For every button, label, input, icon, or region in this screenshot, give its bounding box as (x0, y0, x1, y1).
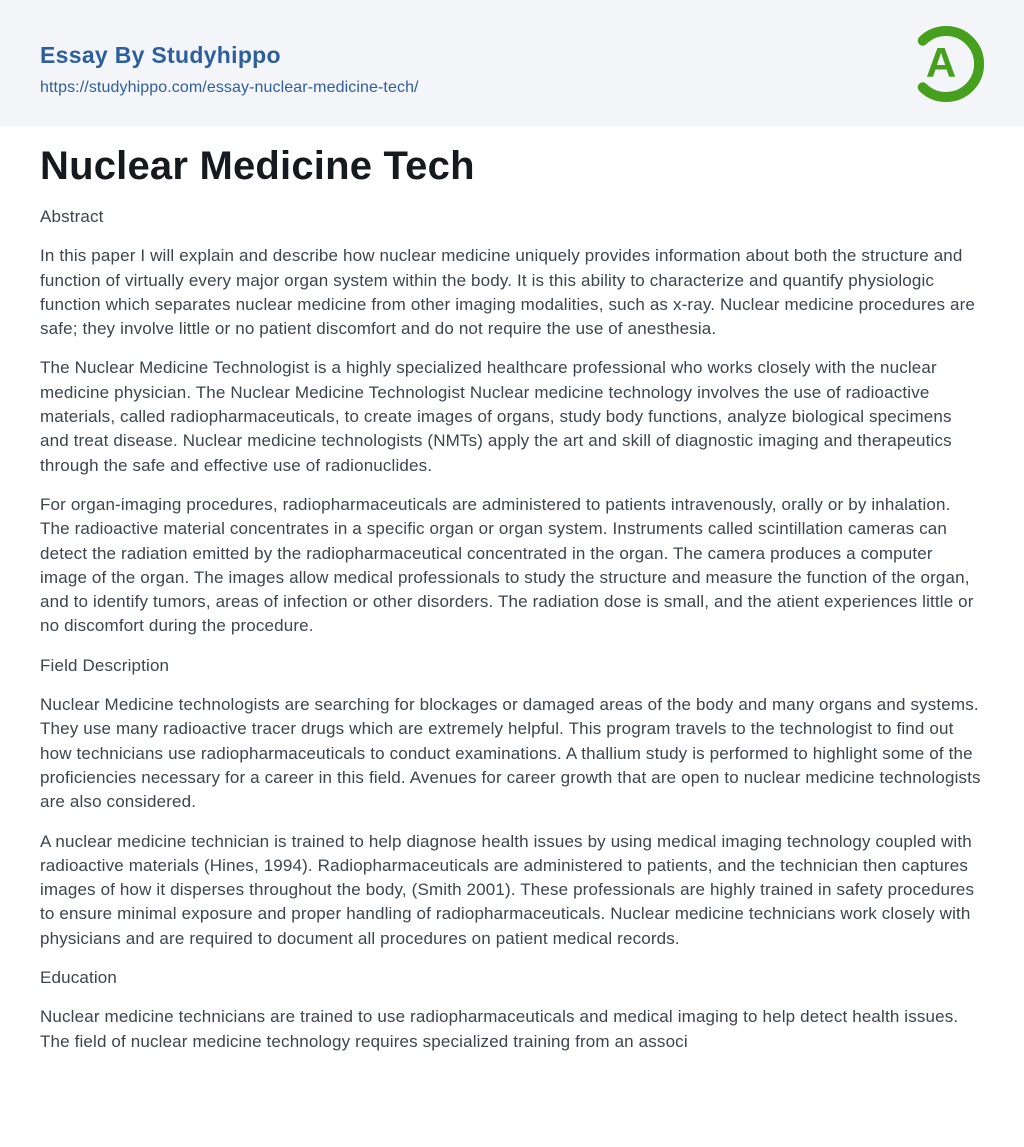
paragraph: The Nuclear Medicine Technologist is a highly specialized healthcare professional who works closely with the nuclear medicine physician. The Nuclear Medicine Technologist Nuclear medicine technology involves the use of radioactive materials, called radiopharmaceuticals, to create images of organs, study body functions, analyze biological specimens and treat disease. Nuclear medicine technologists (NMTs) apply the art and skill of diagnostic imaging and therapeutics through the safe and effective use of radionuclides. (40, 358, 952, 475)
essay-url-link[interactable]: https://studyhippo.com/essay-nuclear-medicine-tech/ (40, 79, 419, 96)
logo-letter: A (925, 38, 957, 86)
paragraph: A nuclear medicine technician is trained to help diagnose health issues by using medical imaging technology coupled with radioactive materials (Hines, 1994). Radiopharmaceuticals are administered to patients, and the technician then captures images of how it disperses throughout the body, (Smith 2001). These professionals are highly trained in safety procedures to ensure minimal exposure and proper handling of radiopharmaceuticals. Nuclear medicine technicians work closely with physicians and are required to document all procedures on patient medical records. (40, 831, 975, 948)
section-education (40, 966, 984, 1054)
studyhippo-logo-icon (906, 22, 986, 106)
essay-content (0, 143, 1024, 1054)
site-header (0, 0, 1024, 127)
section-heading-field-description: Field Description (40, 655, 170, 675)
essay-title: Nuclear Medicine Tech (40, 144, 475, 188)
section-heading-abstract: Abstract (40, 207, 104, 226)
section-abstract (40, 205, 984, 639)
paragraph: For organ-imaging procedures, radiopharmaceuticals are administered to patients intravenously, orally or by inhalation. The radioactive material concentrates in a specific organ or organ system. Instruments called scintillation cameras can detect the radiation emitted by the radiopharmaceutical concentrated in the organ. The camera produces a computer image of the organ. The images allow medical professionals to study the structure and measure the function of the organ, and to identify tumors, areas of infection or other disorders. The radiation dose is small, and the atient experiences little or no discomfort during the procedure. (40, 494, 974, 636)
paragraph: Nuclear Medicine technologists are searching for blockages or damaged areas of the body and many organs and systems. They use many radioactive tracer drugs which are extremely helpful. This program travels to the technologist to find out how technicians use radiopharmaceuticals to conduct examinations. A thallium study is performed to highlight some of the proficiencies necessary for a career in this field. Avenues for career growth that are open to nuclear medicine technologists are also considered. (40, 695, 981, 812)
section-heading-education: Education (40, 968, 117, 988)
paragraph: In this paper I will explain and describe how nuclear medicine uniquely provides information about both the structure and function of virtually every major organ system within the body. It is this ability to characterize and quantify physiologic function which separates nuclear medicine from other imaging modalities, such as x-ray. Nuclear medicine procedures are safe; they involve little or no patient discomfort and do not require the use of anesthesia. (40, 246, 976, 339)
header-text-block (40, 42, 419, 97)
section-field-description (40, 654, 984, 951)
studyhippo-logo (906, 21, 986, 107)
site-brand-title: Essay By Studyhippo (40, 42, 281, 68)
paragraph: Nuclear medicine technicians are trained to use radiopharmaceuticals and medical imaging to help detect health issues. The field of nuclear medicine technology requires specialized training from an associ (40, 1007, 959, 1051)
